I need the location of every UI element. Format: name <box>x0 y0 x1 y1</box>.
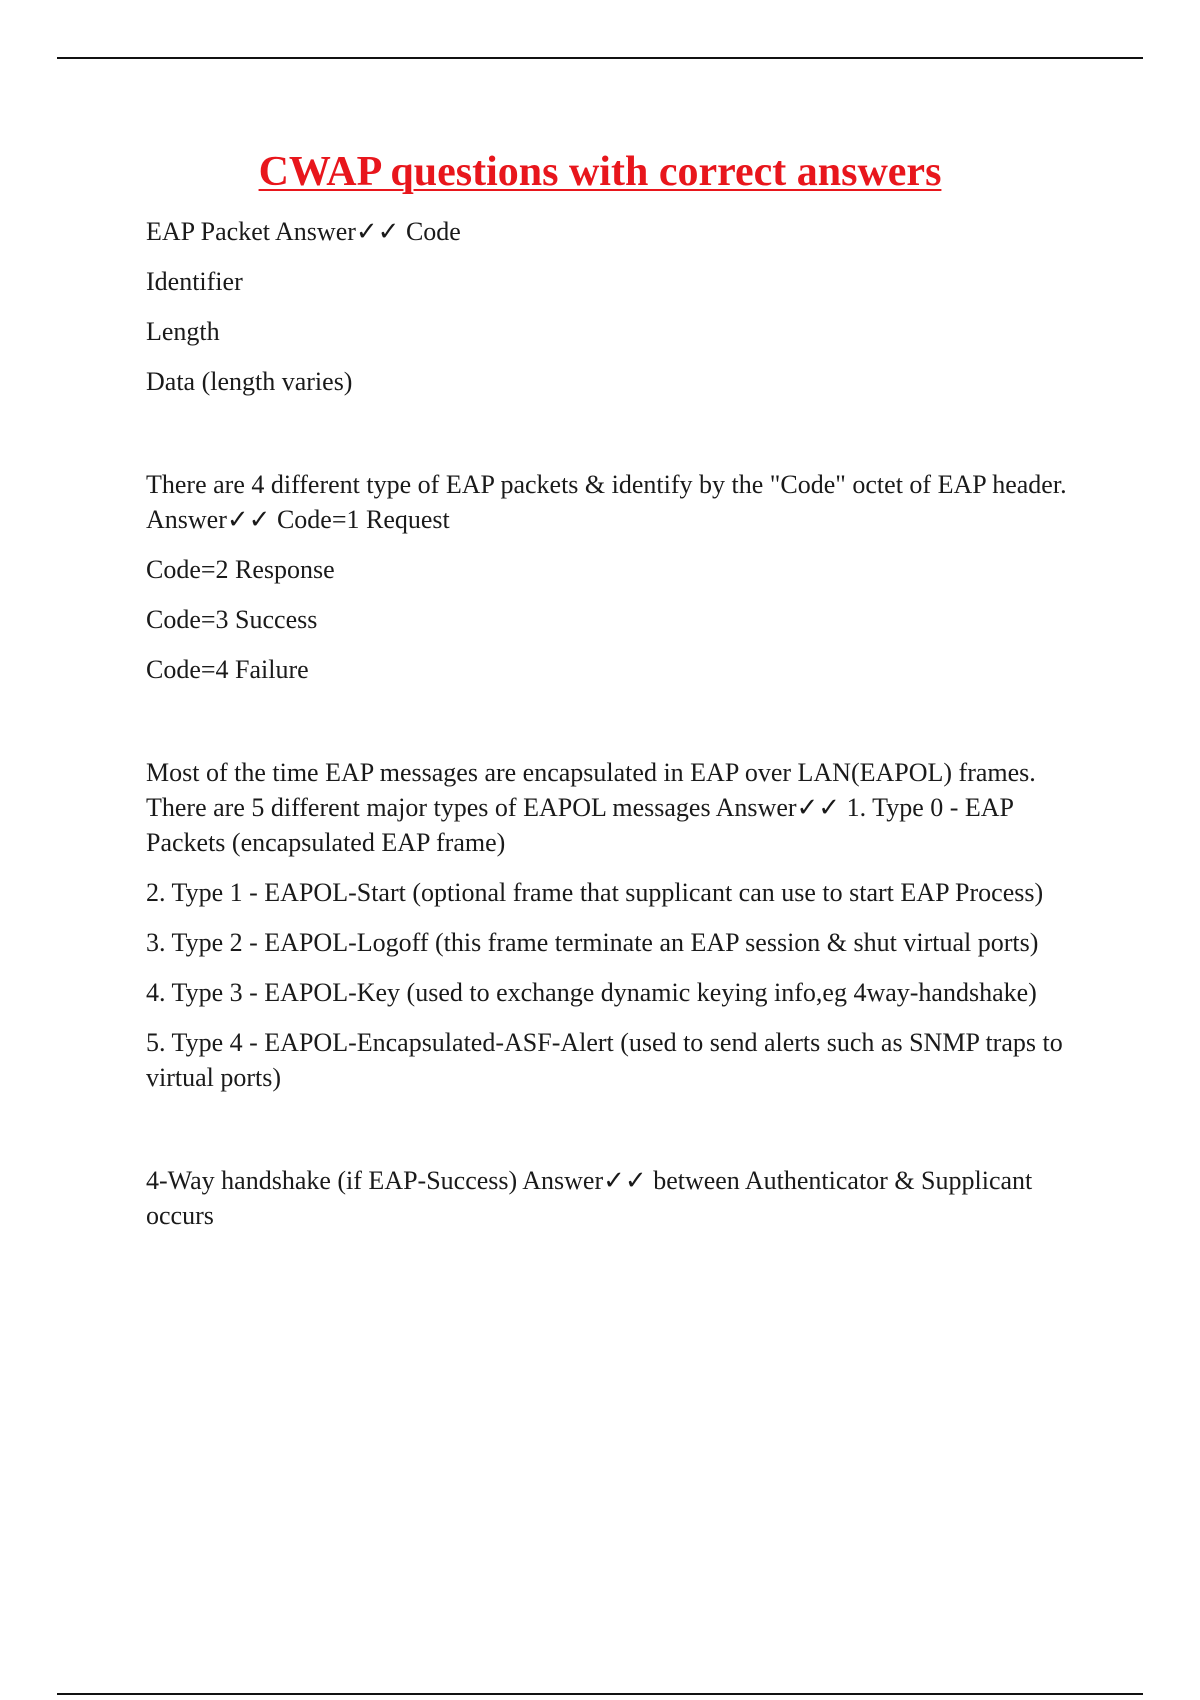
qa-line: Data (length varies) <box>146 367 353 396</box>
qa-block-eap-packet <box>146 214 1096 399</box>
qa-line: Code=4 Failure <box>146 655 309 684</box>
document-title: CWAP questions with correct answers <box>258 149 942 195</box>
qa-line: 5. Type 4 - EAPOL-Encapsulated-ASF-Alert (used to send alerts such as SNMP traps to virtual ports) <box>146 1028 1063 1092</box>
qa-line: 2. Type 1 - EAPOL-Start (optional frame that supplicant can use to start EAP Process) <box>146 878 1044 907</box>
qa-line: There are 4 different type of EAP packets & identify by the "Code" octet of EAP header. Answer✓✓ Code=1 Request <box>146 470 1067 534</box>
qa-line: Code=3 Success <box>146 605 318 634</box>
qa-line: Most of the time EAP messages are encapsulated in EAP over LAN(EAPOL) frames. There are 5 different major types of EAPOL messages Answer✓✓ 1. Type 0 - EAP Packets (encapsulated EAP frame) <box>146 758 1036 857</box>
qa-line: 4-Way handshake (if EAP-Success) Answer✓✓ between Authenticator & Supplicant occurs <box>146 1166 1033 1230</box>
qa-line: 3. Type 2 - EAPOL-Logoff (this frame terminate an EAP session & shut virtual ports) <box>146 928 1039 957</box>
qa-line: Identifier <box>146 267 243 296</box>
bottom-rule <box>57 1693 1143 1695</box>
qa-line: Length <box>146 317 220 346</box>
qa-line: Code=2 Response <box>146 555 335 584</box>
qa-line: EAP Packet Answer✓✓ Code <box>146 217 461 246</box>
qa-block-eap-codes <box>146 467 1096 687</box>
qa-block-eapol-types <box>146 755 1096 1095</box>
qa-block-4way-handshake <box>146 1163 1096 1233</box>
qa-line: 4. Type 3 - EAPOL-Key (used to exchange dynamic keying info,eg 4way-handshake) <box>146 978 1037 1007</box>
document-body <box>146 214 1096 1301</box>
top-rule <box>57 57 1143 59</box>
